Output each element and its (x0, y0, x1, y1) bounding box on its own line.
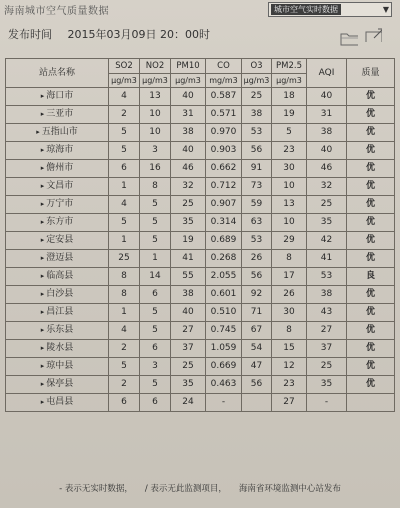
co-cell: 0.571 (206, 106, 242, 124)
so2-cell: 5 (109, 358, 140, 376)
pm25-cell: 26 (272, 286, 307, 304)
export-icon[interactable] (364, 26, 382, 42)
station-name: 儋州市 (46, 163, 74, 173)
expand-arrow-icon: ▸ (40, 200, 45, 208)
data-type-select[interactable] (268, 2, 392, 17)
quality-cell: 优 (347, 358, 395, 376)
station-name: 万宁市 (46, 199, 74, 209)
co-cell: 0.463 (206, 376, 242, 394)
o3-cell: 56 (242, 376, 272, 394)
pm10-cell: 31 (171, 106, 206, 124)
pm10-cell: 19 (171, 232, 206, 250)
aqi-cell: 53 (307, 268, 347, 286)
pm25-cell: 30 (272, 160, 307, 178)
publish-time (8, 26, 210, 42)
quality-cell: 优 (347, 214, 395, 232)
aqi-cell: 35 (307, 376, 347, 394)
pm10-cell: 27 (171, 322, 206, 340)
station-name-cell[interactable] (6, 304, 109, 322)
table-row (6, 286, 395, 304)
pm10-cell: 38 (171, 124, 206, 142)
station-name-cell[interactable] (6, 106, 109, 124)
quality-cell: 优 (347, 124, 395, 142)
expand-arrow-icon: ▸ (40, 218, 45, 226)
no2-cell: 16 (140, 160, 171, 178)
station-name: 白沙县 (46, 289, 74, 299)
station-name: 东方市 (46, 217, 74, 227)
pm10-cell: 37 (171, 340, 206, 358)
no2-cell: 14 (140, 268, 171, 286)
station-name-cell[interactable] (6, 250, 109, 268)
table-row (6, 160, 395, 178)
expand-arrow-icon: ▸ (40, 146, 45, 154)
quality-cell: 优 (347, 160, 395, 178)
expand-arrow-icon: ▸ (40, 398, 45, 406)
o3-cell (242, 394, 272, 412)
aqi-cell: 38 (307, 124, 347, 142)
aqi-cell: 38 (307, 286, 347, 304)
so2-cell: 2 (109, 376, 140, 394)
pm25-cell: 19 (272, 106, 307, 124)
station-name-cell[interactable] (6, 286, 109, 304)
pm25-cell: 10 (272, 178, 307, 196)
pm25-cell: 29 (272, 232, 307, 250)
station-name: 三亚市 (46, 109, 74, 119)
expand-arrow-icon: ▸ (40, 344, 45, 352)
quality-cell: 优 (347, 340, 395, 358)
station-name-cell[interactable] (6, 322, 109, 340)
station-name-cell[interactable] (6, 232, 109, 250)
station-name-cell[interactable] (6, 196, 109, 214)
table-row (6, 322, 395, 340)
pm10-cell: 32 (171, 178, 206, 196)
no2-cell: 6 (140, 340, 171, 358)
o3-cell: 53 (242, 124, 272, 142)
column-header-quality: 质量 (347, 59, 395, 88)
quality-cell: 优 (347, 322, 395, 340)
expand-arrow-icon: ▸ (40, 380, 45, 388)
pm10-cell: 40 (171, 88, 206, 106)
column-header-pm10: PM10 (171, 59, 206, 74)
so2-cell: 8 (109, 268, 140, 286)
unit-co: mg/m3 (206, 74, 242, 88)
pm25-cell: 27 (272, 394, 307, 412)
co-cell: 1.059 (206, 340, 242, 358)
pm25-cell: 30 (272, 304, 307, 322)
station-name-cell[interactable] (6, 214, 109, 232)
pm25-cell: 23 (272, 376, 307, 394)
table-row (6, 340, 395, 358)
table-row (6, 196, 395, 214)
column-header-o3: O3 (242, 59, 272, 74)
station-name: 昌江县 (46, 307, 74, 317)
so2-cell: 4 (109, 322, 140, 340)
pm10-cell: 40 (171, 142, 206, 160)
chevron-down-icon: ▼ (382, 5, 389, 14)
air-quality-table (5, 58, 395, 412)
pm25-cell: 18 (272, 88, 307, 106)
pm10-cell: 25 (171, 196, 206, 214)
so2-cell: 1 (109, 178, 140, 196)
page-title: 海南城市空气质量数据 (4, 6, 109, 17)
aqi-cell: 40 (307, 88, 347, 106)
pm10-cell: 41 (171, 250, 206, 268)
no2-cell: 1 (140, 250, 171, 268)
pm25-cell: 8 (272, 322, 307, 340)
co-cell: 0.268 (206, 250, 242, 268)
no2-cell: 5 (140, 214, 171, 232)
no2-cell: 5 (140, 232, 171, 250)
expand-arrow-icon: ▸ (40, 254, 45, 262)
pm10-cell: 40 (171, 304, 206, 322)
no2-cell: 5 (140, 376, 171, 394)
quality-cell: 优 (347, 304, 395, 322)
pm10-cell: 24 (171, 394, 206, 412)
co-cell: 0.510 (206, 304, 242, 322)
column-header-so2: SO2 (109, 59, 140, 74)
co-cell: 2.055 (206, 268, 242, 286)
quality-cell: 优 (347, 142, 395, 160)
station-name-cell[interactable] (6, 160, 109, 178)
pm10-cell: 35 (171, 214, 206, 232)
pm25-cell: 10 (272, 214, 307, 232)
station-name: 定安县 (46, 235, 74, 245)
so2-cell: 2 (109, 106, 140, 124)
co-cell: 0.745 (206, 322, 242, 340)
pm10-cell: 46 (171, 160, 206, 178)
so2-cell: 1 (109, 304, 140, 322)
pm25-cell: 23 (272, 142, 307, 160)
quality-cell: 优 (347, 232, 395, 250)
aqi-cell: - (307, 394, 347, 412)
pm10-cell: 55 (171, 268, 206, 286)
expand-arrow-icon: ▸ (40, 308, 45, 316)
aqi-cell: 35 (307, 214, 347, 232)
table-row (6, 88, 395, 106)
o3-cell: 54 (242, 340, 272, 358)
quality-cell: 优 (347, 286, 395, 304)
table-row (6, 124, 395, 142)
no2-cell: 6 (140, 286, 171, 304)
quality-cell: 优 (347, 178, 395, 196)
aqi-cell: 37 (307, 340, 347, 358)
table-row (6, 376, 395, 394)
so2-cell: 4 (109, 88, 140, 106)
no2-cell: 5 (140, 304, 171, 322)
expand-arrow-icon: ▸ (40, 290, 45, 298)
column-header-pm25: PM2.5 (272, 59, 307, 74)
so2-cell: 25 (109, 250, 140, 268)
station-name: 五指山市 (41, 127, 78, 137)
pm25-cell: 5 (272, 124, 307, 142)
no2-cell: 5 (140, 196, 171, 214)
publish-time-value: 2015年03月09日 20：00时 (67, 28, 210, 41)
expand-arrow-icon: ▸ (40, 92, 45, 100)
unit-so2: μg/m3 (109, 74, 140, 88)
station-name-cell[interactable] (6, 142, 109, 160)
no2-cell: 3 (140, 142, 171, 160)
so2-cell: 8 (109, 286, 140, 304)
table-row (6, 394, 395, 412)
table-header-row (6, 59, 395, 74)
quality-cell: 优 (347, 106, 395, 124)
station-name: 澄迈县 (46, 253, 74, 263)
table-row (6, 178, 395, 196)
station-name: 琼中县 (46, 361, 74, 371)
co-cell: 0.669 (206, 358, 242, 376)
folder-icon[interactable] (340, 30, 358, 46)
so2-cell: 5 (109, 124, 140, 142)
co-cell: 0.689 (206, 232, 242, 250)
table-row (6, 232, 395, 250)
column-header-aqi: AQI (307, 59, 347, 88)
station-name-cell[interactable] (6, 124, 109, 142)
o3-cell: 71 (242, 304, 272, 322)
o3-cell: 67 (242, 322, 272, 340)
table-row (6, 304, 395, 322)
station-name: 文昌市 (46, 181, 74, 191)
table-row (6, 268, 395, 286)
quality-cell: 良 (347, 268, 395, 286)
station-name-cell[interactable] (6, 88, 109, 106)
no2-cell: 3 (140, 358, 171, 376)
station-name: 保亭县 (46, 379, 74, 389)
quality-cell (347, 394, 395, 412)
table-body (6, 88, 395, 412)
footer-note-no-item: / 表示无此监测项目， (144, 484, 227, 494)
footer-note-no-data: - 表示无实时数据， (59, 484, 133, 494)
station-name-cell[interactable] (6, 178, 109, 196)
aqi-cell: 42 (307, 232, 347, 250)
unit-no2: μg/m3 (140, 74, 171, 88)
station-name: 屯昌县 (46, 397, 74, 407)
column-header-station: 站点名称 (6, 59, 109, 88)
pm10-cell: 25 (171, 358, 206, 376)
publish-time-label: 发布时间 (8, 28, 52, 41)
co-cell: 0.587 (206, 88, 242, 106)
expand-arrow-icon: ▸ (36, 128, 40, 136)
quality-cell: 优 (347, 376, 395, 394)
aqi-cell: 31 (307, 106, 347, 124)
o3-cell: 63 (242, 214, 272, 232)
pm25-cell: 15 (272, 340, 307, 358)
co-cell: 0.907 (206, 196, 242, 214)
pm25-cell: 17 (272, 268, 307, 286)
aqi-cell: 46 (307, 160, 347, 178)
o3-cell: 92 (242, 286, 272, 304)
station-name-cell[interactable] (6, 376, 109, 394)
expand-arrow-icon: ▸ (40, 362, 45, 370)
no2-cell: 10 (140, 106, 171, 124)
station-name-cell[interactable] (6, 358, 109, 376)
unit-pm10: μg/m3 (171, 74, 206, 88)
table-row (6, 358, 395, 376)
aqi-cell: 25 (307, 196, 347, 214)
so2-cell: 4 (109, 196, 140, 214)
expand-arrow-icon: ▸ (40, 182, 45, 190)
co-cell: 0.903 (206, 142, 242, 160)
so2-cell: 6 (109, 160, 140, 178)
station-name: 陵水县 (46, 343, 74, 353)
no2-cell: 10 (140, 124, 171, 142)
expand-arrow-icon: ▸ (40, 272, 45, 280)
data-type-select-value: 城市空气实时数据 (271, 4, 341, 15)
column-header-co: CO (206, 59, 242, 74)
o3-cell: 47 (242, 358, 272, 376)
footer-note-publisher: 海南省环境监测中心站发布 (238, 484, 341, 494)
unit-pm25: μg/m3 (272, 74, 307, 88)
station-name-cell[interactable] (6, 394, 109, 412)
station-name: 乐东县 (46, 325, 74, 335)
o3-cell: 91 (242, 160, 272, 178)
aqi-cell: 32 (307, 178, 347, 196)
aqi-cell: 43 (307, 304, 347, 322)
station-name-cell[interactable] (6, 340, 109, 358)
so2-cell: 1 (109, 232, 140, 250)
unit-o3: μg/m3 (242, 74, 272, 88)
quality-cell: 优 (347, 88, 395, 106)
expand-arrow-icon: ▸ (40, 164, 45, 172)
no2-cell: 6 (140, 394, 171, 412)
station-name: 琼海市 (46, 145, 74, 155)
aqi-cell: 41 (307, 250, 347, 268)
expand-arrow-icon: ▸ (40, 326, 45, 334)
pm10-cell: 35 (171, 376, 206, 394)
station-name: 海口市 (46, 91, 74, 101)
co-cell: 0.970 (206, 124, 242, 142)
pm25-cell: 12 (272, 358, 307, 376)
co-cell: - (206, 394, 242, 412)
co-cell: 0.662 (206, 160, 242, 178)
pm10-cell: 38 (171, 286, 206, 304)
o3-cell: 25 (242, 88, 272, 106)
expand-arrow-icon: ▸ (40, 110, 45, 118)
o3-cell: 38 (242, 106, 272, 124)
o3-cell: 56 (242, 268, 272, 286)
station-name: 临高县 (46, 271, 74, 281)
so2-cell: 5 (109, 214, 140, 232)
so2-cell: 2 (109, 340, 140, 358)
so2-cell: 6 (109, 394, 140, 412)
co-cell: 0.601 (206, 286, 242, 304)
pm25-cell: 8 (272, 250, 307, 268)
o3-cell: 53 (242, 232, 272, 250)
co-cell: 0.712 (206, 178, 242, 196)
pm25-cell: 13 (272, 196, 307, 214)
o3-cell: 59 (242, 196, 272, 214)
quality-cell: 优 (347, 250, 395, 268)
so2-cell: 5 (109, 142, 140, 160)
no2-cell: 5 (140, 322, 171, 340)
co-cell: 0.314 (206, 214, 242, 232)
no2-cell: 13 (140, 88, 171, 106)
aqi-cell: 25 (307, 358, 347, 376)
no2-cell: 8 (140, 178, 171, 196)
quality-cell: 优 (347, 196, 395, 214)
aqi-cell: 27 (307, 322, 347, 340)
o3-cell: 56 (242, 142, 272, 160)
expand-arrow-icon: ▸ (40, 236, 45, 244)
o3-cell: 73 (242, 178, 272, 196)
column-header-no2: NO2 (140, 59, 171, 74)
aqi-cell: 40 (307, 142, 347, 160)
o3-cell: 26 (242, 250, 272, 268)
station-name-cell[interactable] (6, 268, 109, 286)
table-row (6, 106, 395, 124)
top-bar (0, 0, 400, 18)
table-row (6, 214, 395, 232)
table-row (6, 250, 395, 268)
footer-note (0, 482, 400, 494)
table-row (6, 142, 395, 160)
